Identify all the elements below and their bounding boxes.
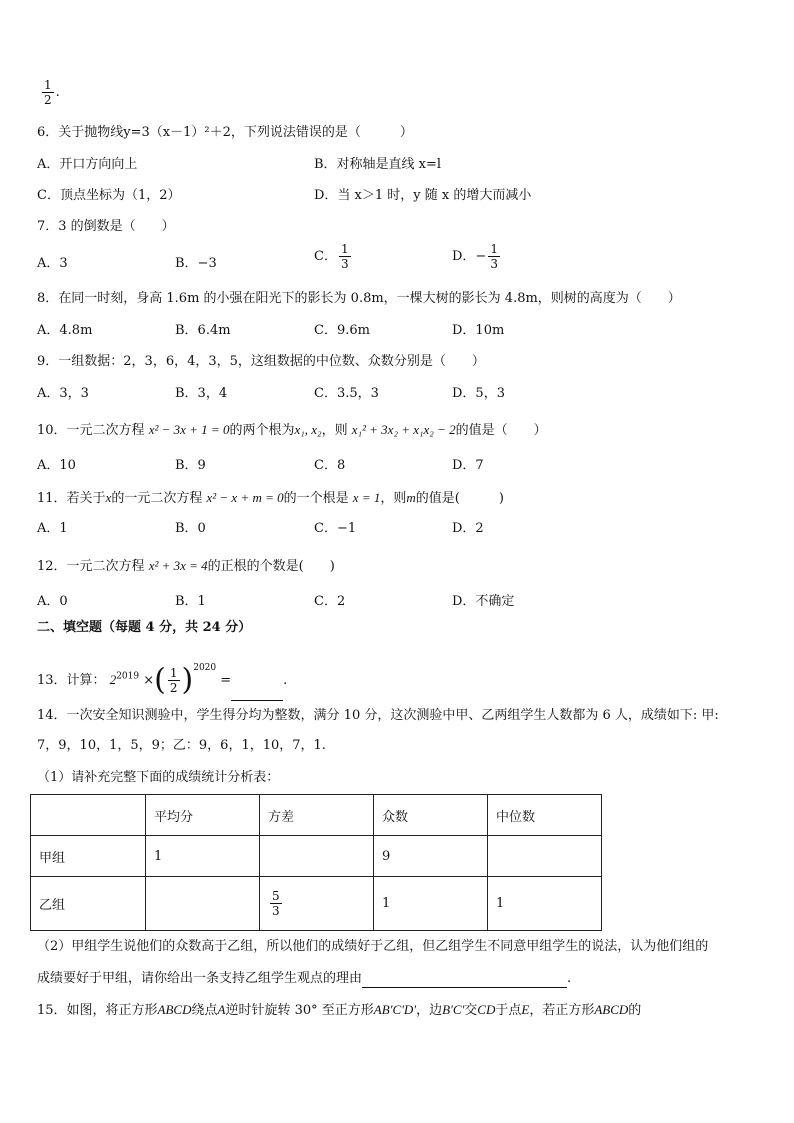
q6-text: 6．关于抛物线y=3（x－1）²＋2，下列说法错误的是（ ） (37, 125, 413, 140)
q8-option-d: D．10m (452, 323, 505, 338)
q9-option-c: C．3.5，3 (314, 386, 379, 401)
q15-text: 15．如图，将正方形ABCD绕点A逆时针旋转 30° 至正方形AB'C'D'，边B'C'交CD于点E，若正方形ABCD的 (37, 1002, 642, 1018)
q9-text: 9．一组数据：2，3，6，4，3，5，这组数据的中位数、众数分别是（ ） (37, 354, 485, 369)
table-row (31, 877, 602, 931)
q10-option-a: A．10 (37, 458, 76, 473)
q11-option-a: A．1 (37, 521, 68, 536)
q13-text: 13．计算： $2^{2019}$ ×( $\frac{1}{2}$ )$^{2020}$ = . (37, 648, 287, 701)
table-cell: 乙组 (31, 877, 146, 931)
q11-equation: x² − x + m = 0 (206, 490, 284, 505)
q12-option-d: D．不确定 (452, 594, 515, 609)
q10-option-b: B．9 (175, 458, 206, 473)
section-heading: 二、填空题（每题 4 分，共 24 分） (37, 620, 252, 635)
q9-option-d: D．5，3 (452, 386, 505, 401)
table-cell: 甲组 (31, 836, 146, 877)
table-header-cell: 平均分 (146, 795, 260, 836)
q11-text: 11．若关于x的一元二次方程 x² − x + m = 0的一个根是 x = 1，则m的值是( ) (37, 490, 504, 506)
q7-option-b: B．−3 (175, 256, 217, 271)
q6-option-d: D．当 x＞1 时，y 随 x 的增大而减小 (314, 188, 532, 203)
q11-option-c: C．−1 (314, 521, 357, 536)
q11-option-b: B．0 (175, 521, 206, 536)
q14-line2: 7，9，10，1，5，9；乙：9，6，1，10，7，1. (37, 738, 326, 753)
q14-sub2-line1: （2）甲组学生说他们的众数高于乙组，所以他们的成绩好于乙组，但乙组学生不同意甲组学生的说法，认为他们组的 (37, 939, 709, 954)
table-cell: 1 (374, 877, 488, 931)
q10-equation: x² − 3x + 1 = 0 (148, 422, 230, 437)
q14-answer-blank (362, 973, 567, 988)
q12-option-c: C．2 (314, 594, 346, 609)
fraction: $\frac{1}{2}$ (44, 78, 52, 107)
q8-text: 8．在同一时刻，身高 1.6m 的小强在阳光下的影长为 0.8m，一棵大树的影长为 4.8m，则树的高度为（ ） (37, 291, 681, 306)
table-cell: 1 (146, 836, 260, 877)
q7-option-c: C． $\frac{1}{3}$ (314, 242, 349, 271)
q6-option-b: B．对称轴是直线 x=l (314, 157, 442, 172)
table-cell (146, 877, 260, 931)
q9-option-b: B．3，4 (175, 386, 228, 401)
table-header-cell: 众数 (374, 795, 488, 836)
q8-option-a: A．4.8m (37, 323, 93, 338)
fraction-line: $\frac{1}{2}$ . (44, 78, 60, 107)
q6-option-c: C．顶点坐标为（1，2） (37, 188, 181, 203)
q10-expression: x₁² + 3x₂ + x₁x₂ − 2 (351, 422, 456, 437)
q8-option-b: B．6.4m (175, 323, 231, 338)
q7-option-a: A．3 (37, 256, 68, 271)
table-cell: 9 (374, 836, 488, 877)
table-cell (488, 836, 602, 877)
q11-option-d: D．2 (452, 521, 484, 536)
q13-answer-blank (231, 686, 283, 701)
table-cell: $\frac{5}{3}$ (260, 877, 374, 931)
q12-equation: x² + 3x = 4 (148, 558, 208, 573)
q12-text: 12．一元二次方程 x² + 3x = 4的正根的个数是( ) (37, 558, 335, 574)
q9-option-a: A．3，3 (37, 386, 89, 401)
q14-sub1: （1）请补充完整下面的成绩统计分析表： (37, 770, 280, 785)
q10-option-c: C．8 (314, 458, 346, 473)
table-cell (260, 836, 374, 877)
q6-option-a: A．开口方向向上 (37, 157, 138, 172)
table-header-cell (31, 795, 146, 836)
q12-option-b: B．1 (175, 594, 206, 609)
q12-option-a: A．0 (37, 594, 68, 609)
q10-text: 10．一元二次方程 x² − 3x + 1 = 0的两个根为x₁, x₂，则 x₁² + 3x₂ + x₁x₂ − 2的值是（ ） (37, 422, 547, 438)
q10-option-d: D．7 (452, 458, 484, 473)
q14-sub2-line2: 成绩要好于甲组，请你给出一条支持乙组学生观点的理由 . (37, 971, 572, 986)
score-stats-table (30, 794, 602, 931)
table-header-cell: 方差 (260, 795, 374, 836)
table-header-cell: 中位数 (488, 795, 602, 836)
q14-line1: 14．一次安全知识测验中，学生得分均为整数，满分 10 分，这次测验中甲、乙两组学生人数都为 6 人，成绩如下: 甲: (37, 708, 719, 723)
table-header-row (31, 795, 602, 836)
table-row (31, 836, 602, 877)
q7-option-d: D．− $\frac{1}{3}$ (452, 242, 498, 271)
q8-option-c: C．9.6m (314, 323, 370, 338)
q7-text: 7．3 的倒数是（ ） (37, 219, 175, 234)
table-cell: 1 (488, 877, 602, 931)
